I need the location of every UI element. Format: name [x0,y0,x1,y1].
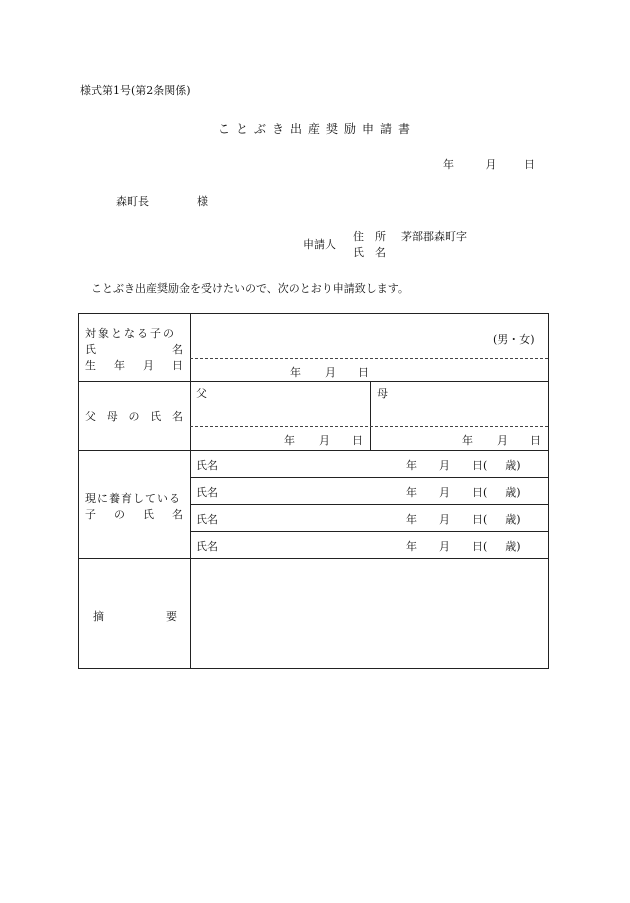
raising-child-1-name[interactable]: 氏名 [196,459,218,472]
mother-name-field[interactable]: 母 [377,387,388,400]
date-month-label: 月 [485,158,497,171]
applicant-label: 申請人 [303,238,336,251]
parents-row-dash-divider [190,426,548,427]
form-number: 様式第1号(第2条関係) [80,84,191,97]
raising-divider-3 [190,531,548,532]
child-row-dash-divider [190,358,548,359]
remarks-label: 摘 要 [93,610,177,623]
child-gender-field[interactable]: (男・女) [493,333,535,346]
applicant-name-label: 氏 名 [353,246,386,259]
raising-child-4-dob[interactable]: 年 月 日( 歳) [406,540,521,553]
document-title: ことぶき出産奨励申請書 [218,122,417,136]
parents-label: 父 母 の 氏 名 [85,410,183,423]
row-divider-2 [79,450,548,451]
raising-child-3-dob[interactable]: 年 月 日( 歳) [406,513,521,526]
child-name-field[interactable] [211,314,537,358]
father-name-field[interactable]: 父 [196,387,207,400]
child-label-line3: 生 年 月 日 [85,359,183,372]
date-year-label: 年 [443,158,454,171]
address-label: 住 所 [353,230,386,243]
raising-child-2-name[interactable]: 氏名 [196,486,218,499]
addressee-name: 森町長 [116,195,149,208]
raising-child-1-dob[interactable]: 年 月 日( 歳) [406,459,521,472]
parents-column-divider [370,381,371,450]
raising-divider-2 [190,504,548,505]
application-date [443,156,535,172]
raising-child-2-dob[interactable]: 年 月 日( 歳) [406,486,521,499]
father-dob-field[interactable]: 年 月 日 [284,434,363,447]
child-dob-field[interactable]: 年 月 日 [290,366,369,379]
raising-label-line1: 現に養育している [85,492,181,505]
row-divider-1 [79,381,548,382]
child-label-line1: 対象となる子の [85,327,176,340]
raising-child-3-name[interactable]: 氏名 [196,513,218,526]
remarks-field[interactable] [191,559,549,668]
addressee-honorific: 様 [197,195,208,208]
addressee [116,193,208,209]
raising-divider-1 [190,477,548,478]
date-day-label: 日 [524,158,535,171]
application-table [78,313,549,669]
raising-child-4-name[interactable]: 氏名 [196,540,218,553]
raising-label-line2: 子 の 氏 名 [85,508,183,521]
child-label-line2: 氏 名 [85,343,183,356]
mother-dob-field[interactable]: 年 月 日 [462,434,541,447]
intro-text: ことぶき出産奨励金を受けたいので、次のとおり申請致します。 [91,282,409,295]
address-value[interactable]: 茅部郡森町字 [401,230,467,243]
